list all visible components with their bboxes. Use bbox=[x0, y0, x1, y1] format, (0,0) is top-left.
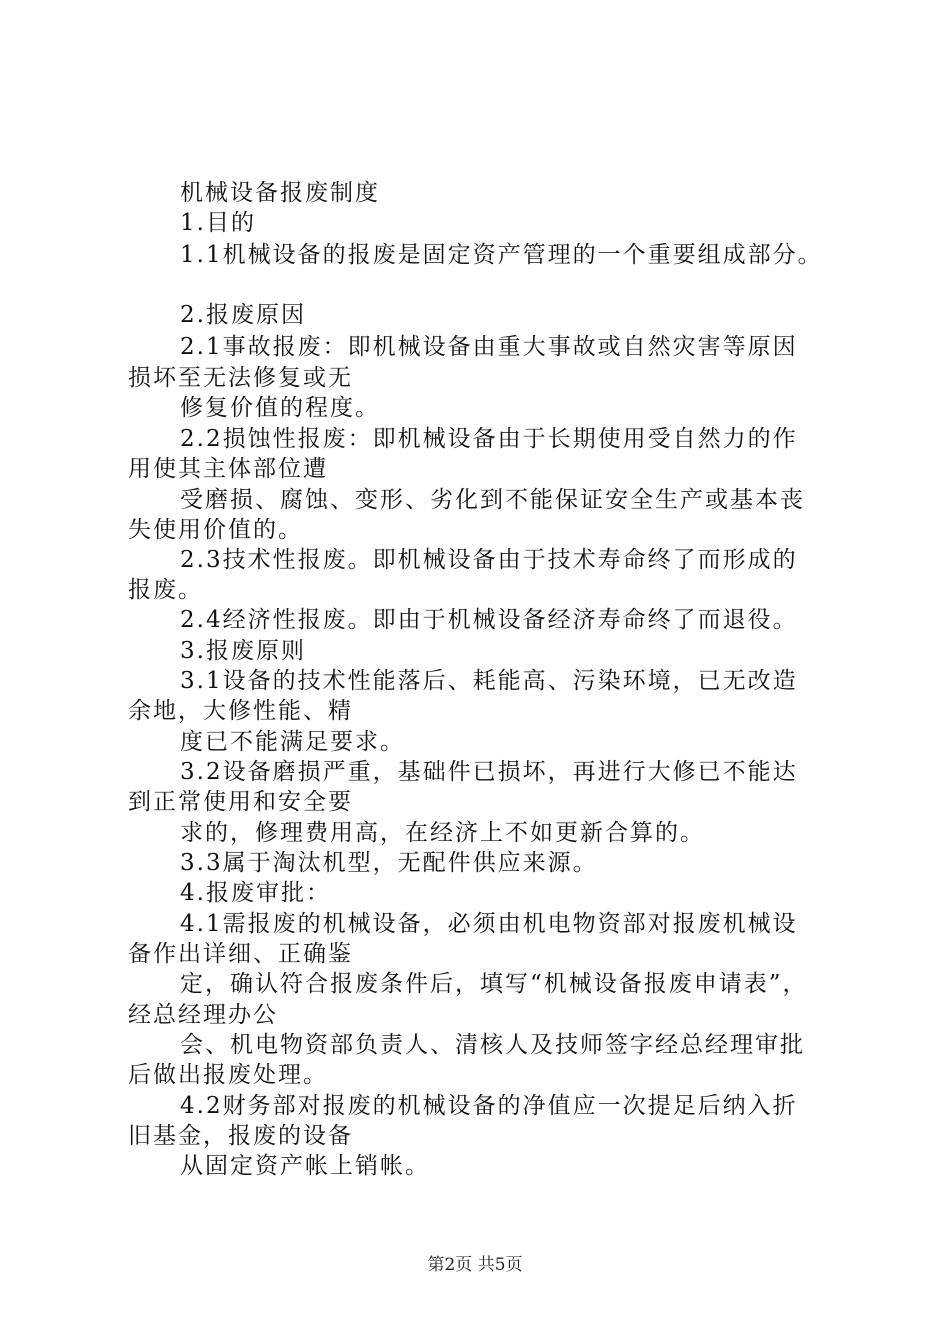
paragraph-line: 度已不能满足要求。 bbox=[180, 729, 405, 755]
paragraph-line: 旧基金，报废的设备 bbox=[128, 1123, 353, 1149]
page-number-footer: 第2页 共5页 bbox=[427, 1255, 523, 1275]
paragraph-line: 报废。 bbox=[128, 577, 203, 603]
paragraph-line: 失使用价值的。 bbox=[128, 517, 303, 543]
paragraph-line: 3.1设备的技术性能落后、耗能高、污染环境，已无改造 bbox=[180, 668, 798, 694]
paragraph-line: 2.2损蚀性报废：即机械设备由于长期使用受自然力的作 bbox=[180, 426, 798, 452]
section-heading: 3.报废原则 bbox=[180, 638, 306, 664]
paragraph-line: 损坏至无法修复或无 bbox=[128, 365, 353, 391]
paragraph-line: 2.3技术性报废。即机械设备由于技术寿命终了而形成的 bbox=[180, 547, 798, 573]
paragraph-line: 备作出详细、正确鉴 bbox=[128, 941, 353, 967]
paragraph-line: 余地，大修性能、精 bbox=[128, 698, 353, 724]
paragraph-line: 从固定资产帐上销帐。 bbox=[180, 1153, 430, 1179]
paragraph-line: 修复价值的程度。 bbox=[180, 395, 380, 421]
paragraph-line: 用使其主体部位遭 bbox=[128, 456, 328, 482]
section-heading: 4.报废审批： bbox=[180, 880, 331, 906]
paragraph-line: 3.2设备磨损严重，基础件已损坏，再进行大修已不能达 bbox=[180, 759, 798, 785]
paragraph-line: 会、机电物资部负责人、清核人及技师签字经总经理审批 bbox=[180, 1032, 805, 1058]
paragraph-line: 2.1事故报废：即机械设备由重大事故或自然灾害等原因 bbox=[180, 334, 798, 360]
paragraph-line: 到正常使用和安全要 bbox=[128, 789, 353, 815]
paragraph-line: 后做出报废处理。 bbox=[128, 1062, 328, 1088]
paragraph-line: 1.1机械设备的报废是固定资产管理的一个重要组成部分。 bbox=[180, 242, 823, 268]
paragraph-line: 定，确认符合报废条件后，填写“机械设备报废申请表”， bbox=[180, 971, 808, 997]
paragraph-line: 3.3属于淘汰机型，无配件供应来源。 bbox=[180, 850, 598, 876]
paragraph-line: 经总经理办公 bbox=[128, 1002, 278, 1028]
section-heading: 2.报废原因 bbox=[180, 302, 306, 328]
paragraph-line: 4.1需报废的机械设备，必须由机电物资部对报废机械设 bbox=[180, 911, 798, 937]
section-heading: 1.目的 bbox=[180, 210, 256, 236]
document-title: 机械设备报废制度 bbox=[180, 180, 380, 206]
paragraph-line: 2.4经济性报废。即由于机械设备经济寿命终了而退役。 bbox=[180, 607, 798, 633]
paragraph-line: 4.2财务部对报废的机械设备的净值应一次提足后纳入折 bbox=[180, 1093, 798, 1119]
paragraph-line: 受磨损、腐蚀、变形、劣化到不能保证安全生产或基本丧 bbox=[180, 487, 805, 513]
paragraph-line: 求的，修理费用高，在经济上不如更新合算的。 bbox=[180, 820, 705, 846]
